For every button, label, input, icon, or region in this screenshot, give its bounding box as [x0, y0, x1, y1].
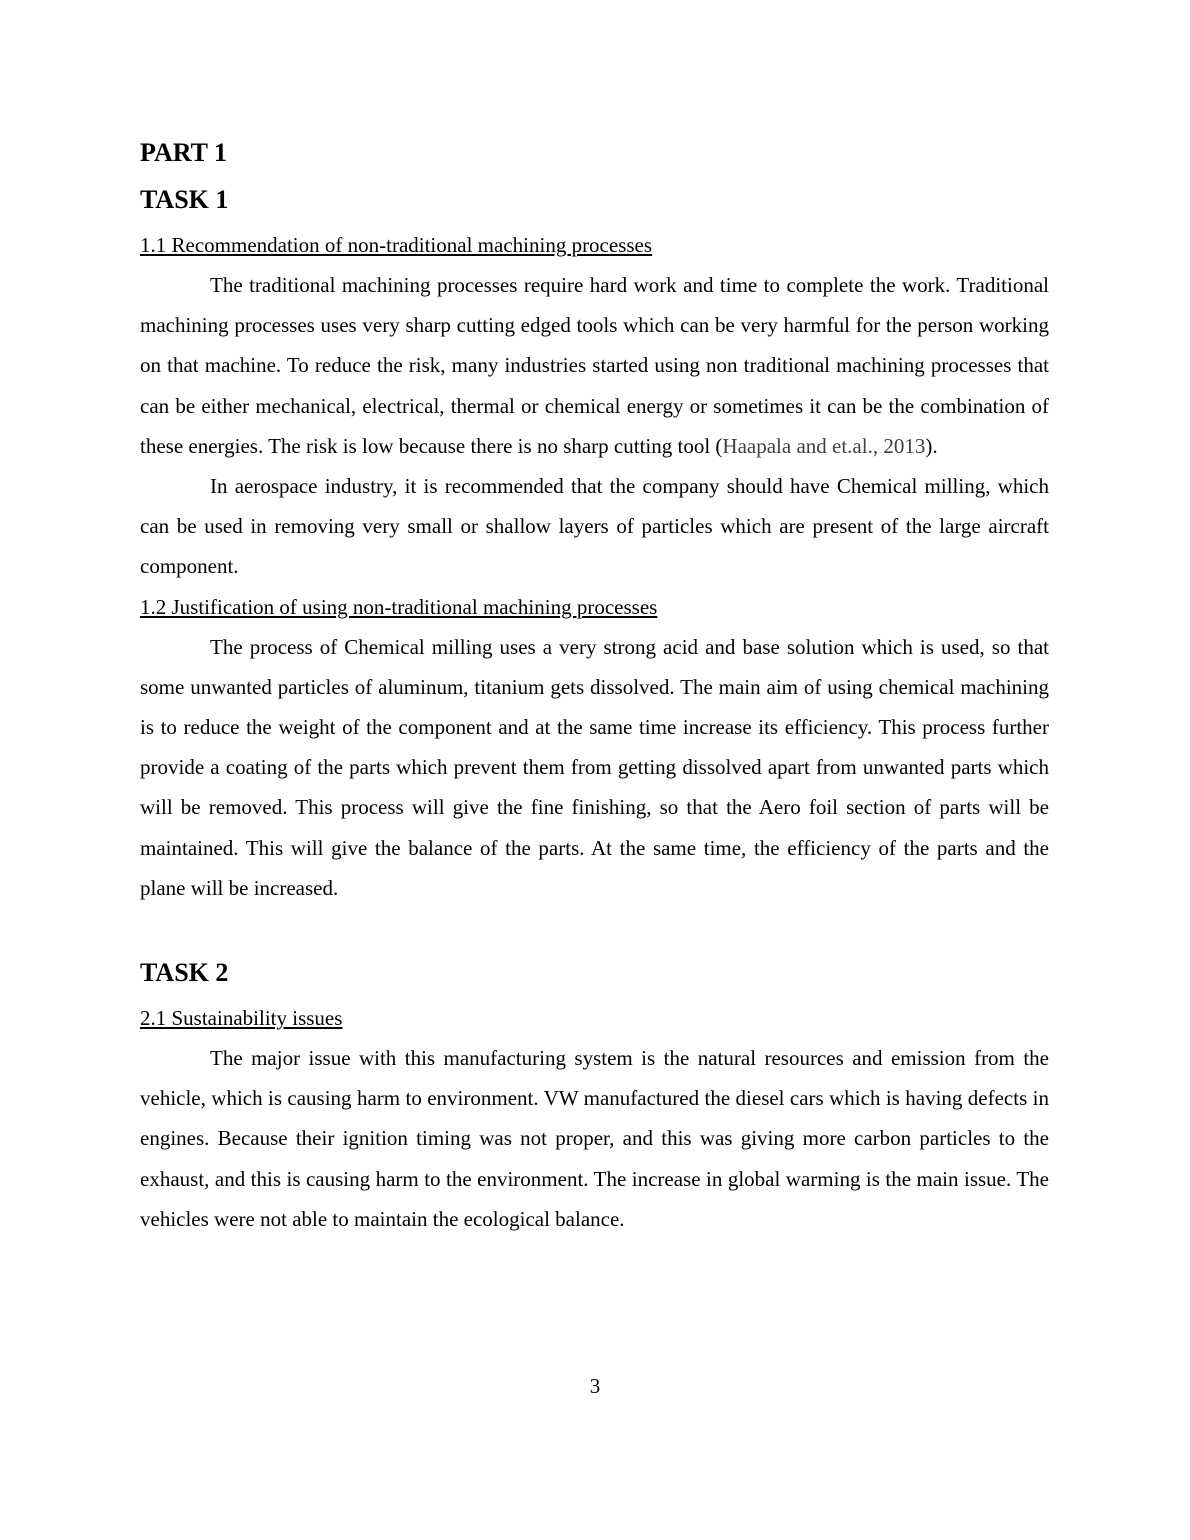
- section-1-1-title: 1.1 Recommendation of non-traditional machining processes: [140, 233, 653, 257]
- section-1-2-title: 1.2 Justification of using non-traditional machining processes: [140, 594, 658, 619]
- part-heading: PART 1: [140, 138, 227, 167]
- page-number: 3: [589, 1374, 601, 1398]
- section-2-1-title: 2.1 Sustainability issues: [140, 1006, 343, 1031]
- document-page: [140, 136, 1049, 1239]
- task2-heading: TASK 2: [140, 958, 229, 988]
- section-1-1-paragraph-2: In aerospace industry, it is recommended that the company should have Chemical milling, which can be used in removing very small or shallow layers of particles which are present of the large aircraft component.: [140, 474, 1049, 579]
- section-1-1-paragraph-1-end: ).: [925, 433, 938, 458]
- citation: Haapala and et.al., 2013: [722, 433, 926, 458]
- section-1-1-paragraph-1: [140, 265, 1049, 466]
- section-2-1-paragraph-1: The major issue with this manufacturing system is the natural resources and emission from the vehicle, which is causing harm to environment. VW manufactured the diesel cars which is having defects in engines. Because their ignition timing was not proper, and this was giving more carbon particles to the exhaust, and this is causing harm to the environment. The increase in global warming is the main issue. The vehicles were not able to maintain the ecological balance.: [140, 1046, 1049, 1231]
- section-1-1-paragraph-1-text: The traditional machining processes require hard work and time to complete the work. Traditional machining processes uses very sharp cutting edged tools which can be very harmful for the person working on that machine. To reduce the risk, many industries started using non traditional machining processes that can be either mechanical, electrical, thermal or chemical energy or sometimes it can be the combination of these energies. The risk is low because there is no sharp cutting tool (: [140, 273, 1049, 458]
- task1-heading: TASK 1: [140, 185, 229, 214]
- section-1-2-paragraph-1: The process of Chemical milling uses a very strong acid and base solution which is used, so that some unwanted particles of aluminum, titanium gets dissolved. The main aim of using chemical machining is to reduce the weight of the component and at the same time increase its efficiency. This process further provide a coating of the parts which prevent them from getting dissolved apart from unwanted parts which will be removed. This process will give the fine finishing, so that the Aero foil section of parts will be maintained. This will give the balance of the parts. At the same time, the efficiency of the parts and the plane will be increased.: [140, 634, 1049, 900]
